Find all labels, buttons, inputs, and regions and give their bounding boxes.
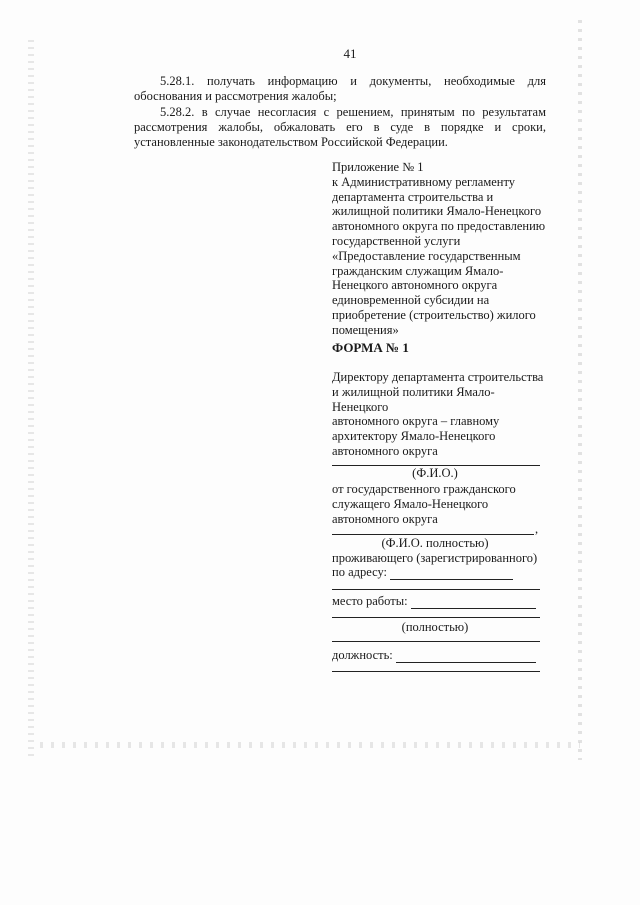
form-title: ФОРМА № 1 [332, 340, 409, 355]
appendix-line: гражданским служащим Ямало- [332, 263, 504, 278]
address-label: по адресу: [332, 565, 388, 579]
position-fill-line-2[interactable] [332, 671, 540, 672]
addressee-line: архитектору Ямало-Ненецкого [332, 429, 496, 444]
addressee-line: Ненецкого [332, 399, 389, 414]
extra-fill-line[interactable] [332, 641, 540, 642]
appendix-line: жилищной политики Ямало-Ненецкого [332, 204, 542, 219]
fio-caption: (Ф.И.О.) [412, 466, 458, 480]
appendix-line: автономного округа по предоставлению [332, 219, 546, 234]
position-label: должность: [332, 648, 393, 662]
addressee-line: автономного округа [332, 443, 438, 458]
appendix-line: единовременной субсидии на [332, 293, 490, 308]
paragraph-text: 5.28.2. в случае несогласия с решением, принятым по результатам рассмотрения жалобы, обжаловать его в суде в порядке и сроки, установленные законодательством Российской Федерации. [134, 105, 546, 149]
appendix-line: Приложение № 1 [332, 160, 424, 174]
scan-artifact-left [28, 40, 34, 760]
addressee-line: Директору департамента строительства [332, 370, 544, 384]
position-row [332, 648, 536, 663]
scan-artifact-right [578, 20, 582, 760]
appendix-line: помещения» [332, 322, 399, 337]
paragraph-5-28-2 [134, 105, 546, 150]
appendix-line: Ненецкого автономного округа [332, 278, 498, 293]
appendix-line: к Административному регламенту [332, 174, 516, 189]
residing-label: проживающего (зарегистрированного) [332, 551, 538, 565]
comma: , [535, 522, 539, 536]
paragraph-text: 5.28.1. получать информацию и документы, необходимые для обоснования и рассмотрения жалобы; [134, 74, 546, 103]
appendix-line: приобретение (строительство) жилого [332, 307, 536, 322]
fio-full-fill-line[interactable] [332, 534, 534, 535]
position-fill-line[interactable] [396, 650, 536, 663]
workplace-fill-line[interactable] [411, 596, 536, 609]
workplace-row [332, 594, 536, 609]
appendix-header [332, 160, 547, 338]
from-line: служащего Ямало-Ненецкого [332, 496, 489, 511]
address-fill-line-2[interactable] [332, 589, 540, 590]
from-line: от государственного гражданского [332, 482, 516, 496]
workplace-label: место работы: [332, 594, 408, 608]
appendix-line: «Предоставление государственным [332, 248, 521, 263]
addressee-line: и жилищной политики Ямало- [332, 384, 495, 399]
from-block [332, 482, 547, 526]
paragraph-5-28-1 [134, 74, 546, 104]
scan-artifact-bottom [40, 742, 580, 748]
address-row [332, 565, 513, 580]
addressee-line: автономного округа – главному [332, 414, 500, 429]
full-caption: (полностью) [401, 620, 469, 634]
fio-full-caption: (Ф.И.О. полностью) [381, 536, 489, 550]
address-fill-line[interactable] [390, 567, 513, 580]
appendix-line: департамента строительства и [332, 189, 494, 204]
workplace-fill-line-2[interactable] [332, 617, 540, 618]
from-line: автономного округа [332, 511, 438, 526]
addressee-block [332, 370, 547, 459]
page-number: 41 [343, 46, 357, 61]
appendix-line: государственной услуги [332, 233, 461, 248]
